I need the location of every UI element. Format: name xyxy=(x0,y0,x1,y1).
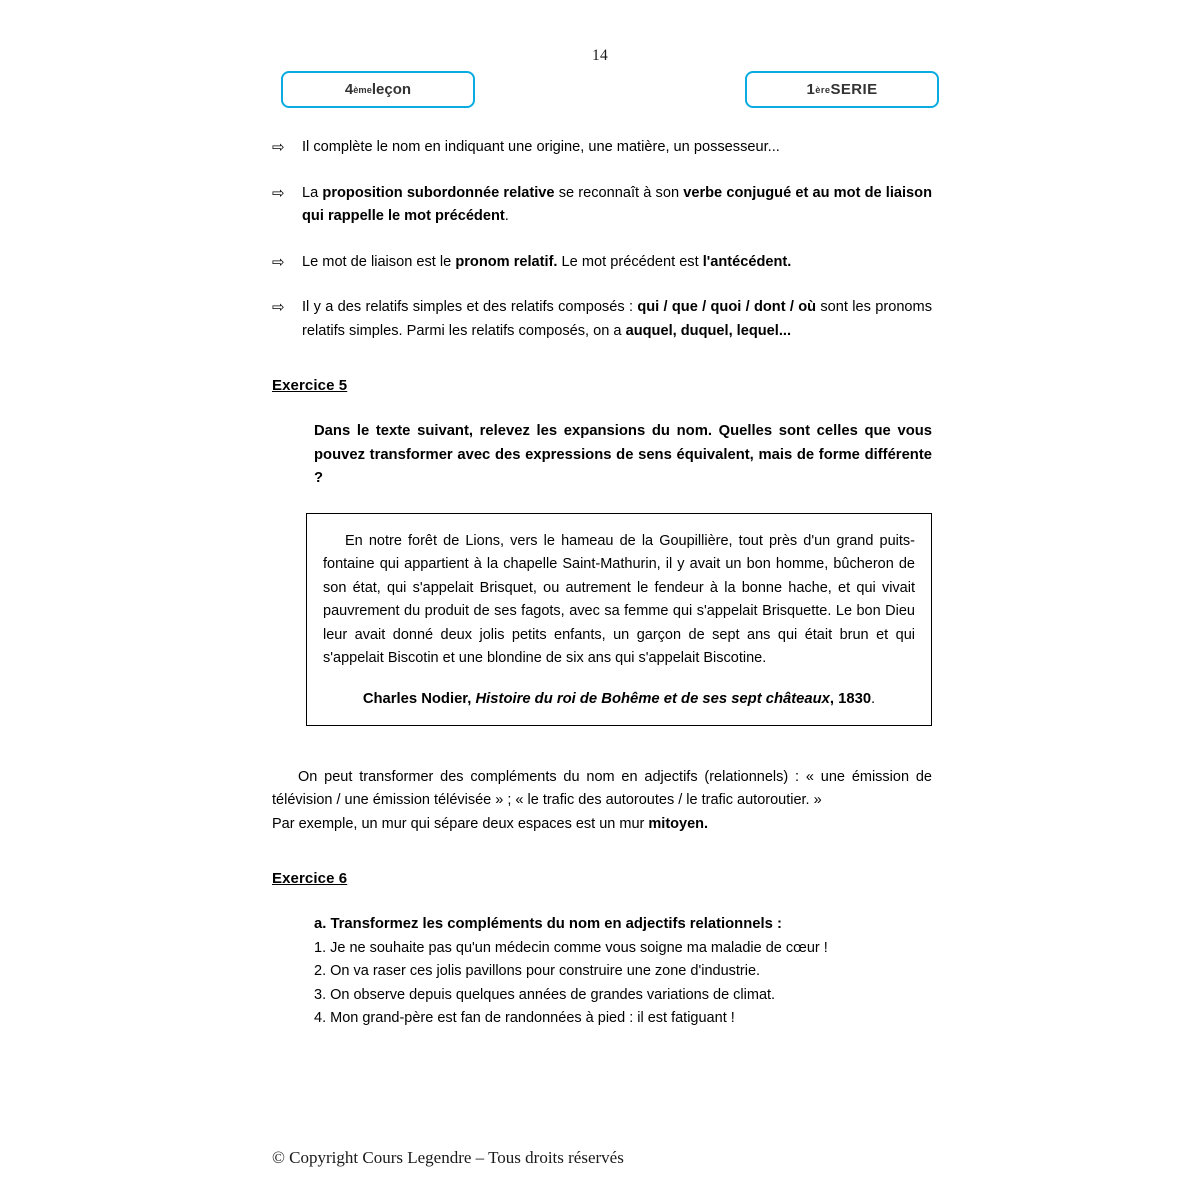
exercise-6-heading: Exercice 6 xyxy=(272,870,348,887)
bullet-text-bold: auquel, duquel, lequel... xyxy=(625,322,792,339)
page-content xyxy=(272,136,932,1031)
bullet-text-bold: pronom relatif. xyxy=(455,253,558,270)
exercise-5-heading: Exercice 5 xyxy=(272,377,348,394)
note-example-prefix: Par exemple, un mur qui sépare deux espaces est un mur xyxy=(272,815,649,832)
bullet-text-plain: Le mot précédent est xyxy=(557,253,703,270)
footer-copyright: © Copyright Cours Legendre – Tous droits réservés xyxy=(272,1148,624,1167)
bullet-item xyxy=(272,182,932,229)
lesson-tag-number: 4 xyxy=(344,81,354,98)
question-item: 4. Mon grand-père est fan de randonnées à pied : il est fatiguant ! xyxy=(314,1010,735,1026)
exercise-6-subheading: a. Transformez les compléments du nom en adjectifs relationnels : xyxy=(314,916,782,932)
excerpt-text: En notre forêt de Lions, vers le hameau de la Goupillière, tout près d'un grand puits-fontaine qui appartient à la chapelle Saint-Mathurin, il y avait un bon homme, bûcheron de son état, qui s'appelait Brisquet, ou autrement le fendeur à la bonne hache, et qui vivait pauvrement du produit de ses fagots, avec sa femme qui s'appelait Brisquette. Le bon Dieu leur avait donné deux jolis petits enfants, un garçon de sept ans qui était brun et qui s'appelait Biscotin et une blondine de six ans qui s'appelait Biscotine. xyxy=(323,532,915,666)
note-example-keyword: mitoyen. xyxy=(648,815,709,832)
bullet-text-plain: se reconnaît à son xyxy=(554,184,684,201)
question-item: 3. On observe depuis quelques années de grandes variations de climat. xyxy=(314,986,776,1003)
bullet-text-bold: l'antécédent. xyxy=(702,253,792,270)
bullet-text-plain: La xyxy=(302,184,323,201)
exercise-5-instruction: Dans le texte suivant, relevez les expansions du nom. Quelles sont celles que vous pouvez transformer avec des expressions de sens équivalent, mais de forme différente ? xyxy=(314,423,932,486)
bullet-text-bold: qui / que / quoi / dont / où xyxy=(637,299,817,315)
question-item: 2. On va raser ces jolis pavillons pour construire une zone d'industrie. xyxy=(314,963,761,979)
bullet-text-plain: . xyxy=(504,208,509,224)
serie-tag-label: SERIE xyxy=(830,81,878,98)
arrow-right-icon: ⇨ xyxy=(272,298,285,316)
lesson-tag: 4 ème leçon xyxy=(281,71,475,108)
note-example xyxy=(272,813,932,837)
bullet-text-plain: sont les pronoms relatifs simples. Parmi les relatifs composés, on a xyxy=(302,299,933,339)
bullet-text xyxy=(302,296,932,343)
page-number: 14 xyxy=(591,47,609,64)
excerpt-source xyxy=(323,691,915,707)
exercise-6-question-list xyxy=(314,937,932,1031)
bullet-text-bold: proposition subordonnée relative xyxy=(322,184,555,201)
bullet-text-plain: Il complète le nom en indiquant une origine, une matière, un possesseur... xyxy=(302,139,780,155)
excerpt-box xyxy=(306,513,932,726)
bullet-text-plain: Le mot de liaison est le xyxy=(302,253,456,270)
bullet-text xyxy=(302,136,932,160)
bullet-item xyxy=(272,251,932,275)
arrow-right-icon: ⇨ xyxy=(272,252,285,271)
excerpt-author: Charles Nodier, xyxy=(362,690,476,707)
lesson-tag-label: leçon xyxy=(371,81,412,98)
bullet-text-plain: Il y a des relatifs simples et des relatifs composés : xyxy=(302,299,638,315)
question-item: 1. Je ne souhaite pas qu'un médecin comme vous soigne ma maladie de cœur ! xyxy=(314,939,828,956)
arrow-right-icon: ⇨ xyxy=(272,138,285,156)
bullet-item xyxy=(272,136,932,160)
arrow-right-icon: ⇨ xyxy=(272,183,285,202)
bullet-item xyxy=(272,296,932,343)
bullet-text xyxy=(302,251,932,275)
bullet-text-bold: verbe conjugué et au mot de liaison qui rappelle le mot précédent xyxy=(302,184,933,224)
serie-tag: 1 ère SERIE xyxy=(745,71,939,108)
excerpt-period: . xyxy=(871,690,876,707)
note-paragraph: On peut transformer des compléments du nom en adjectifs (relationnels) : « une émission de télévision / une émission télévisée » ; « le trafic des autoroutes / le trafic autoroutier. » xyxy=(272,768,932,808)
excerpt-title: Histoire du roi de Bohême et de ses sept châteaux xyxy=(475,690,830,707)
bullet-list xyxy=(272,136,932,343)
bullet-text xyxy=(302,182,932,229)
excerpt-year: , 1830 xyxy=(829,690,872,707)
serie-tag-number: 1 xyxy=(806,81,816,98)
